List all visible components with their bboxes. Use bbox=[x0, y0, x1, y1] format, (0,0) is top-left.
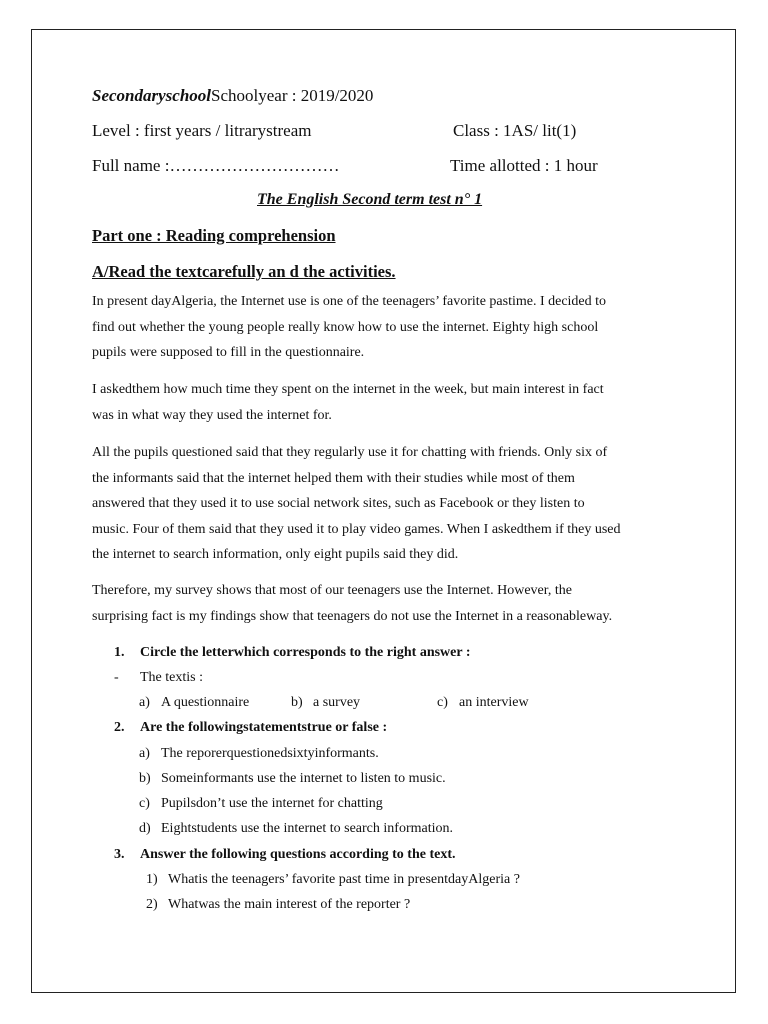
section-a-heading: A/Read the textcarefully an d the activities. bbox=[92, 262, 396, 281]
sub-question-number: 1) bbox=[146, 872, 158, 887]
paragraph-line: surprising fact is my findings show that teenagers do not use the Internet in a reasonableway. bbox=[92, 608, 613, 624]
full-name-line: Full name :………………………… bbox=[92, 156, 340, 175]
statement-letter: d) bbox=[139, 821, 151, 836]
option-b[interactable] bbox=[291, 695, 360, 711]
school-line bbox=[92, 86, 373, 106]
sub-question-text: Whatis the teenagers’ favorite past time in presentdayAlgeria ? bbox=[168, 872, 520, 887]
paragraph-line: the internet to search information, only eight pupils said they did. bbox=[92, 547, 459, 562]
school-label: Secondaryschool bbox=[92, 86, 211, 105]
statement-text: Someinformants use the internet to listen to music. bbox=[161, 771, 446, 786]
question-1-stem bbox=[114, 670, 203, 686]
statement-a bbox=[139, 746, 379, 762]
time-allotted-line: Time allotted : 1 hour bbox=[450, 156, 598, 175]
statement-letter: c) bbox=[139, 796, 150, 811]
question-text: Are the followingstatementstrue or false : bbox=[140, 720, 388, 735]
statement-text: Pupilsdon’t use the internet for chatting bbox=[161, 796, 383, 811]
option-a[interactable] bbox=[139, 695, 249, 711]
paragraph-2 bbox=[92, 377, 692, 428]
option-letter: b) bbox=[291, 695, 303, 710]
statement-c bbox=[139, 796, 383, 812]
paragraph-line: music. Four of them said that they used it to play video games. When I askedthem if they used bbox=[92, 521, 621, 537]
statement-letter: a) bbox=[139, 746, 150, 761]
dash-bullet: - bbox=[114, 670, 119, 685]
sub-question-2 bbox=[146, 897, 410, 913]
sub-question-1 bbox=[146, 872, 520, 888]
paragraph-4 bbox=[92, 578, 692, 629]
option-text: an interview bbox=[459, 695, 529, 710]
question-number: 1. bbox=[114, 645, 125, 660]
paragraph-line: I askedthem how much time they spent on the internet in the week, but main interest in fact bbox=[92, 382, 604, 397]
class-line: Class : 1AS/ lit(1) bbox=[453, 121, 577, 140]
question-number: 2. bbox=[114, 720, 125, 735]
question-2 bbox=[114, 720, 387, 736]
question-text: Answer the following questions according to the text. bbox=[140, 847, 456, 862]
paragraph-line: In present dayAlgeria, the Internet use is one of the teenagers’ favorite pastime. I decided to bbox=[92, 294, 607, 309]
option-text: A questionnaire bbox=[161, 695, 250, 710]
paragraph-3 bbox=[92, 440, 692, 568]
paragraph-line: the informants said that the internet helped them with their studies while most of them bbox=[92, 470, 575, 486]
question-3 bbox=[114, 847, 456, 863]
question-text: Circle the letterwhich corresponds to the right answer : bbox=[140, 645, 471, 660]
part-one-heading: Part one : Reading comprehension bbox=[92, 226, 336, 245]
question-number: 3. bbox=[114, 847, 125, 862]
statement-letter: b) bbox=[139, 771, 151, 786]
statement-text: Eightstudents use the internet to search information. bbox=[161, 821, 453, 836]
paragraph-line: All the pupils questioned said that they regularly use it for chatting with friends. Only six of bbox=[92, 445, 608, 460]
level-line: Level : first years / litrarystream bbox=[92, 121, 312, 140]
statement-b bbox=[139, 771, 446, 787]
option-letter: a) bbox=[139, 695, 150, 710]
option-text: a survey bbox=[313, 695, 361, 710]
sub-question-text: Whatwas the main interest of the reporter ? bbox=[168, 897, 411, 912]
paragraph-1 bbox=[92, 289, 692, 366]
paragraph-line: answered that they used it to use social network sites, such as Facebook or they listen to bbox=[92, 496, 585, 511]
school-year: Schoolyear : 2019/2020 bbox=[211, 86, 374, 105]
paragraph-line: Therefore, my survey shows that most of our teenagers use the Internet. However, the bbox=[92, 583, 572, 598]
statement-text: The reporerquestionedsixtyinformants. bbox=[161, 746, 379, 761]
paragraph-line: find out whether the young people really know how to use the internet. Eighty high school bbox=[92, 319, 599, 335]
option-letter: c) bbox=[437, 695, 448, 710]
paragraph-line: was in what way they used the internet for. bbox=[92, 407, 332, 423]
question-1 bbox=[114, 645, 471, 661]
sub-question-number: 2) bbox=[146, 897, 158, 912]
test-title: The English Second term test n° 1 bbox=[257, 191, 483, 208]
paragraph-line: pupils were supposed to fill in the questionnaire. bbox=[92, 345, 365, 360]
option-c[interactable] bbox=[437, 695, 529, 711]
statement-d bbox=[139, 821, 453, 837]
stem-text: The textis : bbox=[140, 670, 203, 685]
